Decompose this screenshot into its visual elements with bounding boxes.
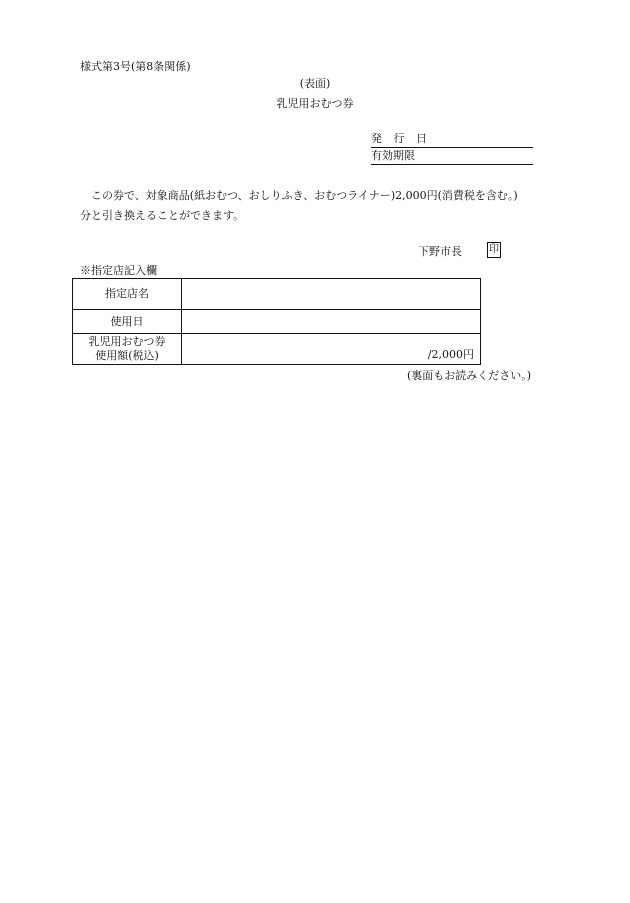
amount-field[interactable] [182, 334, 481, 365]
seal-stamp: 印 [487, 242, 501, 258]
amount-value: /2,000円 [427, 348, 474, 361]
amount-label-line-1: 乳児用おむつ券 [88, 335, 166, 348]
form-number: 様式第3号(第8条関係) [80, 60, 191, 73]
issue-date-label: 発 行 日 [371, 132, 431, 145]
table-row-store-name [73, 279, 481, 310]
amount-label-line-2: 使用額(税込) [95, 349, 159, 362]
description-line-2: 分と引き換えることができます。 [80, 209, 245, 222]
description-line-1: この券で、対象商品(紙おむつ、おしりふき、おむつライナー)2,000円(消費税を含む。) [91, 189, 518, 202]
issue-date-field[interactable] [371, 131, 533, 148]
amount-label [73, 334, 182, 365]
store-section-caption: ※指定店記入欄 [80, 264, 157, 277]
store-entry-table [72, 278, 481, 365]
expiry-date-field[interactable] [371, 148, 533, 165]
voucher-description [80, 186, 550, 226]
use-date-label: 使用日 [73, 310, 182, 334]
store-name-field[interactable] [182, 279, 481, 310]
back-side-note: (裏面もお読みください。) [407, 369, 532, 382]
side-label: (表面) [299, 77, 331, 90]
expiry-date-label: 有効期限 [371, 149, 415, 162]
issuer-title: 下野市長 [418, 245, 462, 258]
table-row-amount [73, 334, 481, 365]
table-row-use-date [73, 310, 481, 334]
use-date-field[interactable] [182, 310, 481, 334]
store-name-label: 指定店名 [73, 279, 182, 310]
document-title: 乳児用おむつ券 [276, 97, 354, 110]
